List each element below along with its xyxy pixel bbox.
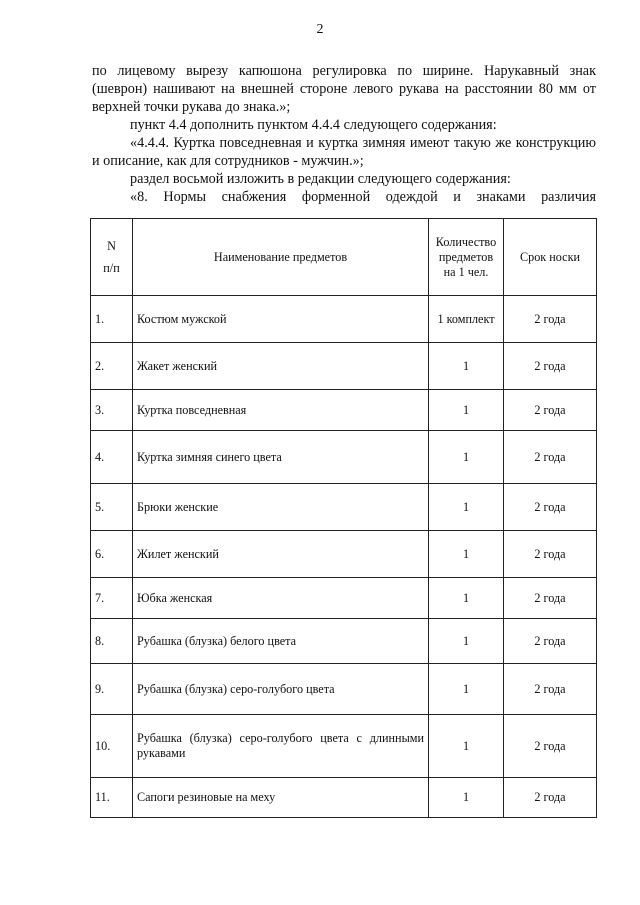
table-row (91, 778, 597, 818)
header-item-name: Наименование предметов (133, 219, 429, 296)
table-row (91, 715, 597, 778)
row-item-name: Брюки женские (133, 484, 429, 531)
header-number-n: N (107, 239, 116, 253)
row-wear-term: 2 года (504, 296, 597, 343)
row-item-name: Костюм мужской (133, 296, 429, 343)
row-number: 3. (91, 390, 133, 431)
row-number: 7. (91, 578, 133, 619)
table-row (91, 578, 597, 619)
table-row (91, 484, 597, 531)
row-wear-term: 2 года (504, 578, 597, 619)
section-8-heading: «8. Нормы снабжения форменной одеждой и знаками различия (130, 189, 596, 205)
header-wear-term: Срок носки (504, 219, 597, 296)
row-item-name: Жилет женский (133, 531, 429, 578)
table-row (91, 531, 597, 578)
row-quantity: 1 (429, 715, 504, 778)
row-number: 10. (91, 715, 133, 778)
row-wear-term: 2 года (504, 484, 597, 531)
table-header-row (91, 219, 597, 296)
row-quantity: 1 (429, 778, 504, 818)
row-quantity: 1 (429, 390, 504, 431)
row-quantity: 1 (429, 343, 504, 390)
row-wear-term: 2 года (504, 664, 597, 715)
row-number: 4. (91, 431, 133, 484)
row-item-name: Сапоги резиновые на меху (133, 778, 429, 818)
row-wear-term: 2 года (504, 531, 597, 578)
paragraph-hood-chevron: по лицевому вырезу капюшона регулировка по ширине. Нарукавный знак (шеврон) нашивают на внешней стороне левого рукава на расстоянии 80 мм от верхней точки рукава до знака.»; (92, 63, 596, 115)
paragraph-4-4-4: «4.4.4. Куртка повседневная и куртка зимняя имеют такую же конструкцию и описание, как для сотрудников - мужчин.»; (92, 135, 596, 169)
row-item-name: Рубашка (блузка) серо-голубого цвета (133, 664, 429, 715)
row-quantity: 1 (429, 619, 504, 664)
uniform-norms-table (90, 218, 597, 818)
document-body-text (92, 62, 596, 206)
row-quantity: 1 (429, 484, 504, 531)
row-number: 8. (91, 619, 133, 664)
row-number: 9. (91, 664, 133, 715)
table-row (91, 390, 597, 431)
row-wear-term: 2 года (504, 778, 597, 818)
row-wear-term: 2 года (504, 431, 597, 484)
row-item-name: Куртка зимняя синего цвета (133, 431, 429, 484)
table-row (91, 296, 597, 343)
row-item-name: Куртка повседневная (133, 390, 429, 431)
row-wear-term: 2 года (504, 619, 597, 664)
row-wear-term: 2 года (504, 715, 597, 778)
header-number (91, 219, 133, 296)
row-item-name: Рубашка (блузка) белого цвета (133, 619, 429, 664)
paragraph-section-8-amend: раздел восьмой изложить в редакции следующего содержания: (130, 171, 511, 187)
header-quantity: Количество предметов на 1 чел. (429, 219, 504, 296)
row-quantity: 1 (429, 578, 504, 619)
table-row (91, 343, 597, 390)
table-row (91, 431, 597, 484)
row-number: 2. (91, 343, 133, 390)
row-number: 11. (91, 778, 133, 818)
row-wear-term: 2 года (504, 390, 597, 431)
table-row (91, 664, 597, 715)
row-quantity: 1 (429, 664, 504, 715)
row-item-name: Юбка женская (133, 578, 429, 619)
row-quantity: 1 (429, 531, 504, 578)
table-row (91, 619, 597, 664)
row-quantity: 1 комплект (429, 296, 504, 343)
row-number: 6. (91, 531, 133, 578)
row-item-name: Рубашка (блузка) серо-голубого цвета с длинными рукавами (133, 715, 429, 778)
row-quantity: 1 (429, 431, 504, 484)
row-number: 1. (91, 296, 133, 343)
paragraph-amend-4-4: пункт 4.4 дополнить пунктом 4.4.4 следующего содержания: (130, 117, 497, 133)
row-item-name: Жакет женский (133, 343, 429, 390)
row-wear-term: 2 года (504, 343, 597, 390)
header-number-pp: п/п (103, 261, 120, 275)
page-number: 2 (316, 22, 324, 37)
row-number: 5. (91, 484, 133, 531)
